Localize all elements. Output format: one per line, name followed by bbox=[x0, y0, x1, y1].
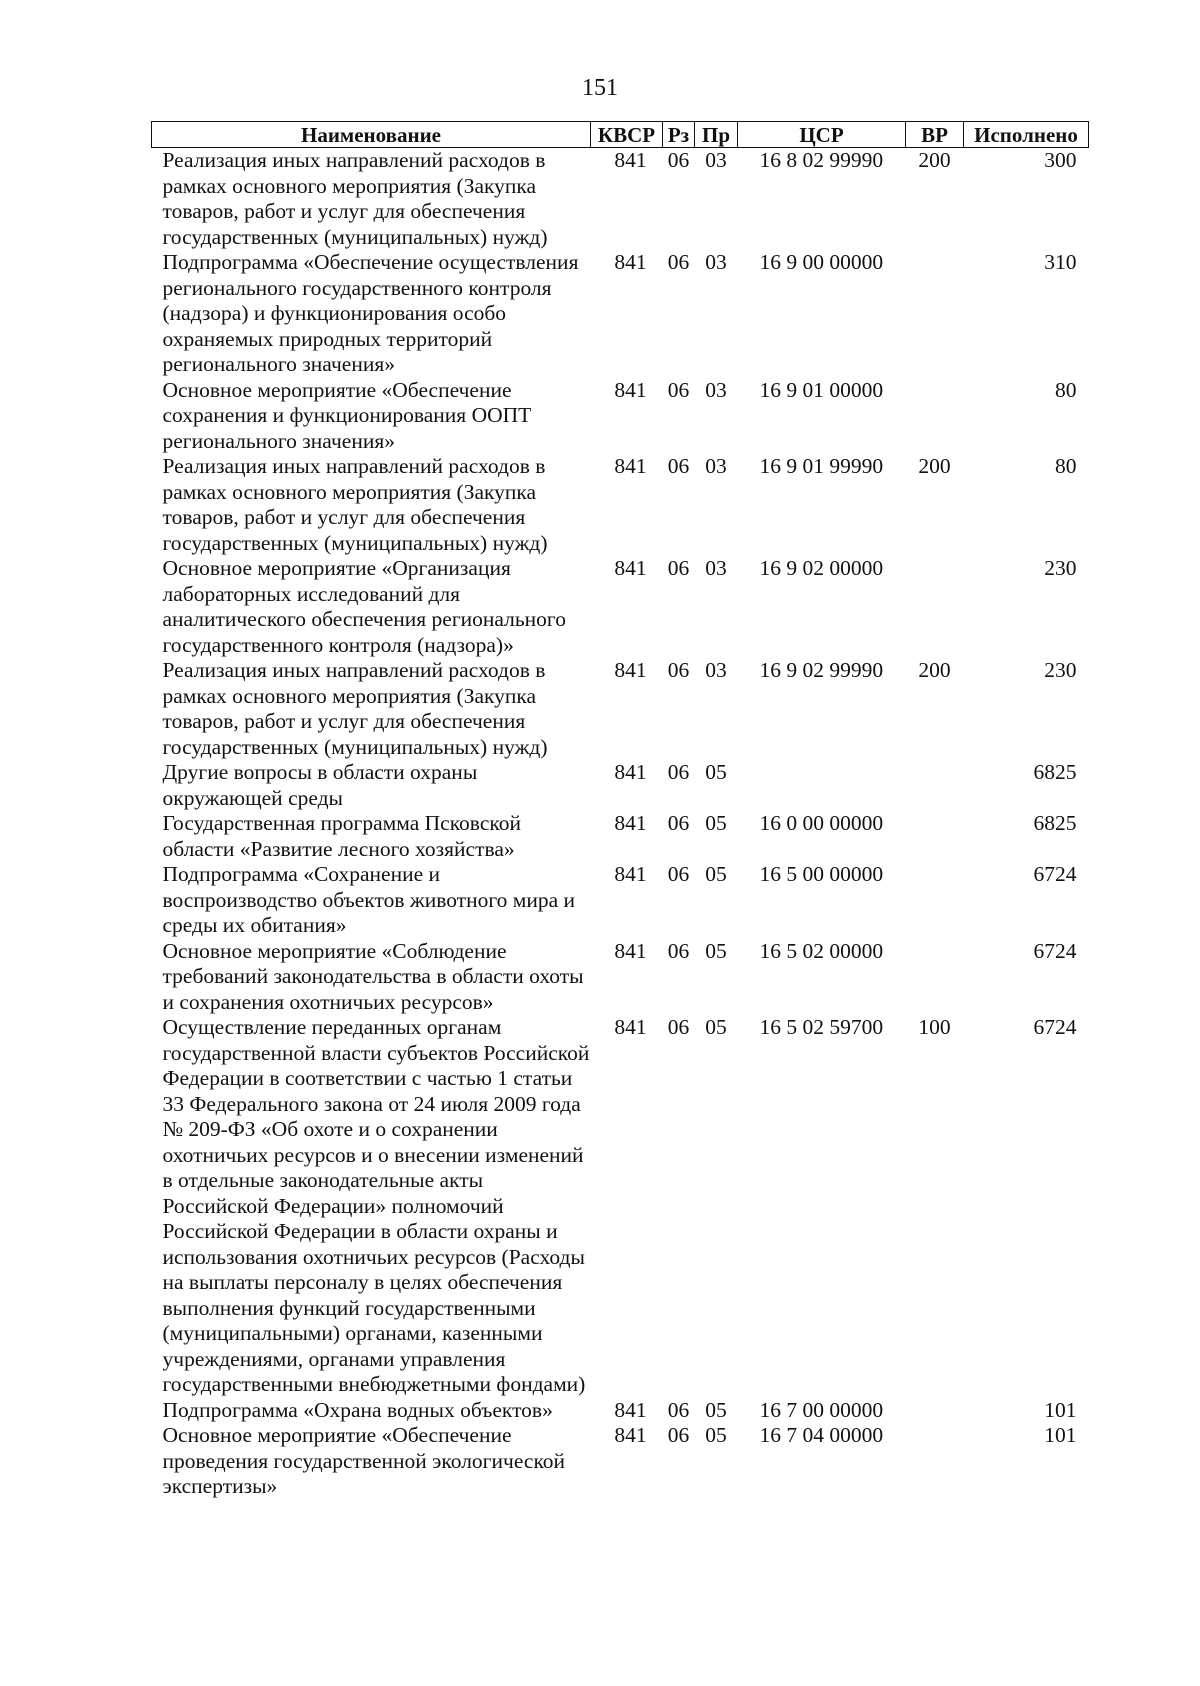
cell-pr: 03 bbox=[705, 250, 727, 274]
cell-csr: 16 7 00 00000 bbox=[759, 1397, 884, 1422]
cell-vr: 200 bbox=[918, 658, 951, 682]
cell-vr bbox=[906, 1398, 964, 1424]
header-kvsr: КВСР bbox=[591, 122, 663, 148]
cell-pr: 03 bbox=[705, 454, 727, 478]
cell-sum: 101 bbox=[1044, 1423, 1077, 1447]
cell-vr bbox=[906, 862, 964, 939]
cell-csr: 16 8 02 99990 bbox=[759, 148, 884, 172]
cell-rz: 06 bbox=[667, 454, 690, 478]
cell-name: Реализация иных направлений расходов в рамках основного мероприятия (Закупка товаров, работ и услуг для обеспечения государственных (муниципальных) нужд) bbox=[162, 658, 548, 759]
table-row bbox=[152, 556, 1089, 658]
cell-rz: 06 bbox=[667, 760, 690, 784]
cell-rz: 06 bbox=[667, 862, 690, 886]
header-csr: ЦСР bbox=[738, 122, 906, 148]
cell-csr: 16 5 02 59700 bbox=[759, 1015, 884, 1039]
cell-csr: 16 9 01 99990 bbox=[759, 454, 884, 478]
cell-pr: 05 bbox=[705, 938, 727, 963]
cell-pr: 03 bbox=[705, 377, 727, 402]
cell-rz: 06 bbox=[667, 556, 690, 580]
cell-csr: 16 9 02 00000 bbox=[759, 556, 884, 580]
cell-vr bbox=[906, 556, 964, 658]
table-row bbox=[152, 1423, 1089, 1500]
cell-kvsr: 841 bbox=[614, 250, 647, 274]
table-row bbox=[152, 378, 1089, 455]
table-body bbox=[152, 148, 1089, 1500]
cell-kvsr: 841 bbox=[614, 454, 647, 478]
cell-vr bbox=[906, 250, 964, 378]
cell-rz: 06 bbox=[667, 1423, 690, 1447]
cell-rz: 06 bbox=[667, 377, 690, 402]
table-row bbox=[152, 658, 1089, 760]
cell-sum: 6724 bbox=[1033, 938, 1077, 963]
cell-vr bbox=[906, 378, 964, 455]
table-row bbox=[152, 454, 1089, 556]
table-row bbox=[152, 862, 1089, 939]
cell-vr bbox=[906, 1423, 964, 1500]
cell-kvsr: 841 bbox=[614, 811, 647, 835]
cell-kvsr: 841 bbox=[614, 556, 647, 580]
cell-csr: 16 5 02 00000 bbox=[759, 938, 884, 963]
table-row bbox=[152, 939, 1089, 1016]
cell-name: Основное мероприятие «Обеспечение сохранения и функционирования ООПТ регионального значения» bbox=[162, 377, 532, 453]
cell-sum: 6724 bbox=[1033, 862, 1077, 886]
table-row bbox=[152, 1015, 1089, 1398]
cell-pr: 05 bbox=[705, 1423, 727, 1447]
cell-kvsr: 841 bbox=[614, 1397, 647, 1422]
cell-vr bbox=[906, 811, 964, 862]
header-pr: Пр bbox=[695, 122, 738, 148]
cell-rz: 06 bbox=[667, 148, 690, 172]
cell-pr: 05 bbox=[705, 1015, 727, 1039]
cell-csr: 16 5 00 00000 bbox=[759, 862, 884, 886]
cell-name: Основное мероприятие «Организация лабораторных исследований для аналитического обеспечения регионального государственного контроля (надзора)» bbox=[162, 556, 566, 657]
cell-name: Реализация иных направлений расходов в рамках основного мероприятия (Закупка товаров, работ и услуг для обеспечения государственных (муниципальных) нужд) bbox=[162, 454, 548, 555]
table-row bbox=[152, 250, 1089, 378]
cell-name: Основное мероприятие «Обеспечение проведения государственной экологической экспертизы» bbox=[162, 1423, 566, 1498]
cell-kvsr: 841 bbox=[614, 1423, 647, 1447]
header-name: Наименование bbox=[152, 122, 591, 148]
cell-kvsr: 841 bbox=[614, 760, 647, 784]
cell-vr bbox=[906, 939, 964, 1016]
cell-kvsr: 841 bbox=[614, 1015, 647, 1039]
cell-sum: 101 bbox=[1044, 1397, 1077, 1422]
cell-name: Основное мероприятие «Соблюдение требований законодательства в области охоты и сохранения охотничьих ресурсов» bbox=[162, 938, 584, 1014]
table-row bbox=[152, 148, 1089, 251]
page-number: 151 bbox=[582, 75, 618, 101]
cell-pr: 03 bbox=[705, 148, 727, 172]
cell-kvsr: 841 bbox=[614, 938, 647, 963]
cell-vr: 200 bbox=[918, 148, 951, 172]
cell-pr: 03 bbox=[705, 556, 727, 580]
cell-name: Реализация иных направлений расходов в рамках основного мероприятия (Закупка товаров, работ и услуг для обеспечения государственных (муниципальных) нужд) bbox=[162, 148, 548, 249]
budget-table bbox=[151, 121, 1089, 1500]
cell-sum: 6724 bbox=[1033, 1015, 1077, 1039]
table-row bbox=[152, 1398, 1089, 1424]
cell-name: Другие вопросы в области охраны окружающей среды bbox=[162, 760, 478, 810]
cell-sum: 80 bbox=[1055, 377, 1077, 402]
cell-rz: 06 bbox=[667, 658, 690, 682]
cell-rz: 06 bbox=[667, 811, 690, 835]
cell-vr: 100 bbox=[918, 1015, 951, 1039]
cell-rz: 06 bbox=[667, 250, 690, 274]
cell-kvsr: 841 bbox=[614, 658, 647, 682]
header-sum: Исполнено bbox=[964, 122, 1089, 148]
cell-sum: 310 bbox=[1044, 250, 1077, 274]
table-row bbox=[152, 811, 1089, 862]
cell-vr bbox=[906, 760, 964, 811]
cell-csr: 16 7 04 00000 bbox=[759, 1423, 884, 1447]
cell-sum: 6825 bbox=[1033, 811, 1077, 835]
cell-rz: 06 bbox=[667, 1397, 690, 1422]
header-rz: Рз bbox=[663, 122, 695, 148]
cell-sum: 80 bbox=[1055, 454, 1077, 478]
cell-name: Подпрограмма «Охрана водных объектов» bbox=[162, 1397, 553, 1422]
cell-name: Подпрограмма «Сохранение и воспроизводство объектов животного мира и среды их обитания» bbox=[162, 862, 576, 937]
cell-vr: 200 bbox=[918, 454, 951, 478]
cell-csr: 16 9 00 00000 bbox=[759, 250, 884, 274]
cell-sum: 6825 bbox=[1033, 760, 1077, 784]
cell-pr: 05 bbox=[705, 862, 727, 886]
cell-csr: 16 9 01 00000 bbox=[759, 377, 884, 402]
cell-rz: 06 bbox=[667, 1015, 690, 1039]
cell-sum: 300 bbox=[1044, 148, 1077, 172]
cell-rz: 06 bbox=[667, 938, 690, 963]
cell-csr: 16 0 00 00000 bbox=[759, 811, 884, 835]
cell-sum: 230 bbox=[1044, 658, 1077, 682]
header-vr: ВР bbox=[906, 122, 964, 148]
table-row bbox=[152, 760, 1089, 811]
cell-kvsr: 841 bbox=[614, 862, 647, 886]
cell-csr: 16 9 02 99990 bbox=[759, 658, 884, 682]
table-header-row bbox=[152, 122, 1089, 148]
cell-name: Подпрограмма «Обеспечение осуществления регионального государственного контроля (надзора) и функционирования особо охраняемых природных территорий регионального значения» bbox=[162, 250, 579, 376]
cell-kvsr: 841 bbox=[614, 377, 647, 402]
cell-pr: 05 bbox=[705, 811, 727, 835]
cell-pr: 05 bbox=[705, 1397, 727, 1422]
cell-name: Осуществление переданных органам государственной власти субъектов Российской Федерации в соответствии с частью 1 статьи 33 Федерального закона от 24 июля 2009 года № 209-ФЗ «Об охоте и о сохранении охотничьих ресурсов и о внесении изменений в отдельные законодательные акты Российской Федерации» полномочий Российской Федерации в области охраны и использования охотничьих ресурсов (Расходы на выплаты персоналу в целях обеспечения выполнения функций государственными (муниципальными) органами, казенными учреждениями, органами управления государственными внебюджетными фондами) bbox=[162, 1015, 590, 1396]
cell-kvsr: 841 bbox=[614, 148, 647, 172]
cell-csr bbox=[738, 760, 906, 811]
cell-pr: 05 bbox=[705, 760, 727, 784]
cell-name: Государственная программа Псковской области «Развитие лесного хозяйства» bbox=[162, 811, 521, 861]
cell-sum: 230 bbox=[1044, 556, 1077, 580]
cell-pr: 03 bbox=[705, 658, 727, 682]
